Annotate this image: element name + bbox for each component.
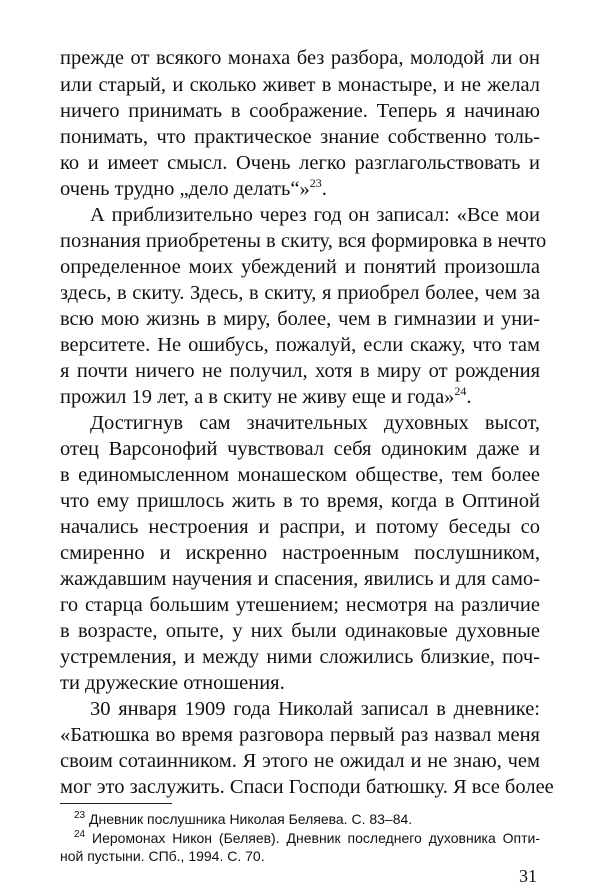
text-line: жаждавшим научения и спасения, явились и для само- (60, 568, 540, 590)
page-number: 31 (519, 866, 537, 886)
footnote-ref: 23 (309, 176, 322, 190)
paragraph-start: 30 января 1909 года Николай записал в дневнике: (90, 698, 540, 720)
text-line: ко и имеет смысл. Очень легко разглагольствовать и (60, 152, 540, 174)
text-line: начались нестроения и распри, и потому беседы со (60, 516, 540, 538)
text-line: отец Варсонофий чувствовал себя одиноким даже и (60, 438, 540, 460)
footnote-continuation: ной пустыни. СПб., 1994. С. 70. (60, 848, 265, 864)
text-line: прожил 19 лет, а в скиту не живу еще и года»$^{24}$. (60, 384, 472, 408)
text-line: определенное моих убеждений и понятий произошла (60, 256, 540, 278)
text-line: устремления, и между ними сложились близкие, поч- (60, 646, 540, 668)
text-line: познания приобретены в скиту, вся формировка в нечто (60, 230, 547, 252)
footnote (74, 829, 540, 847)
text-line: прежде от всякого монаха без разбора, молодой ли он (60, 47, 540, 69)
text-line: верситете. Не ошибусь, пожалуй, если скажу, что там (60, 334, 540, 356)
text-line: всю мою жизнь в миру, более, чем в гимназии и уни- (60, 308, 540, 330)
text-line: в единомысленном монашеском обществе, тем более (60, 464, 540, 486)
text-line: «Батюшка во время разговора первый раз назвал меня (60, 724, 540, 746)
text-line-content: прожил 19 лет, а в скиту не живу еще и года» (60, 386, 455, 408)
text-line: здесь, в скиту. Здесь, в скиту, я приобрел более, чем за (60, 282, 540, 304)
paragraph-start: Достигнув сам значительных духовных высот, (90, 412, 540, 434)
footnote-text: Дневник послушника Николая Беляева. С. 83–84. (89, 811, 413, 827)
footnote-number: 23 (74, 810, 86, 821)
text-line: или старый, и сколько живет в монастыре, и не желал (60, 74, 540, 96)
text-line: понимать, что практическое знание собственно толь- (60, 126, 540, 148)
text-line: го старца большим утешением; несмотря на различие (60, 594, 540, 616)
text-line: ти дружеские отношения. (60, 672, 285, 694)
text-line-content: очень трудно „дело делать“» (60, 178, 310, 200)
footnote-number: 24 (74, 829, 86, 840)
text-line: что ему пришлось жить в то время, когда в Оптиной (60, 490, 540, 512)
text-line: своим сотаинником. Я этого не ожидал и не знаю, чем (60, 750, 540, 772)
footnote (74, 810, 540, 828)
text-line: ничего принимать в соображение. Теперь я начинаю (60, 100, 540, 122)
text-line: я почти ничего не получил, хотя в миру от рождения (60, 360, 540, 382)
text-line: смиренно и искренно настроенным послушником, (60, 542, 540, 564)
text-line: мог это заслужить. Спаси Господи батюшку. Я все более (60, 776, 554, 798)
footnote-text: Иеромонах Никон (Беляев). Дневник последнего духовника Опти- (92, 830, 540, 846)
paragraph-start: А приблизительно через год он записал: «Все мои (90, 204, 540, 226)
footnote-divider (60, 803, 172, 804)
text-line: очень трудно „дело делать“»$^{23}$. (60, 176, 327, 200)
footnote-ref: 24 (454, 384, 467, 398)
text-line: в возрасте, опыте, у них были одинаковые духовные (60, 620, 540, 642)
